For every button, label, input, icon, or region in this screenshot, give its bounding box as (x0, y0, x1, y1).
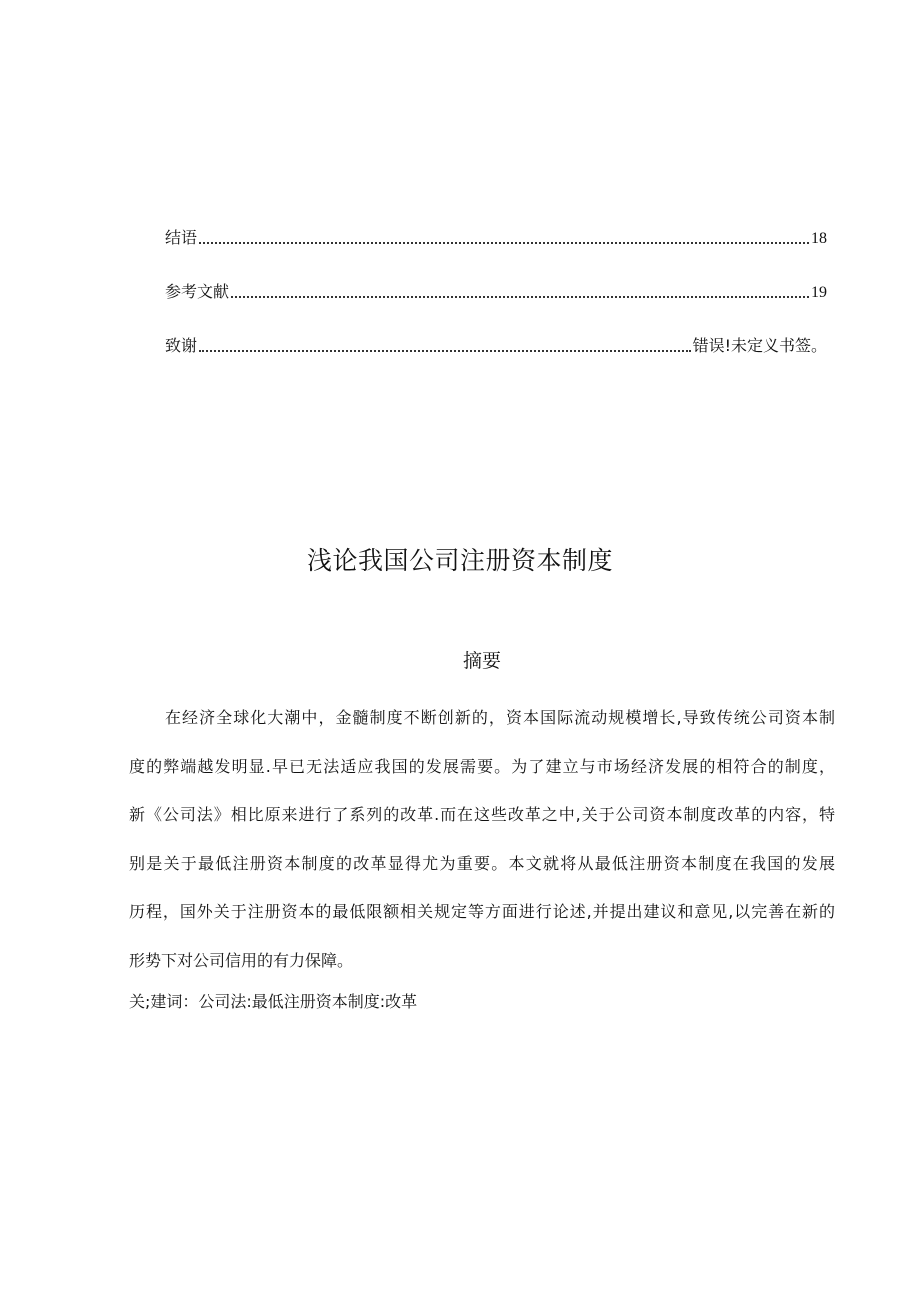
table-of-contents (165, 226, 827, 388)
toc-entry-label: 参考文献 (165, 282, 230, 301)
keywords: 关;建词：公司法:最低注册资本制度:改革 (129, 992, 418, 1011)
document-title: 浅论我国公司注册资本制度 (306, 546, 613, 575)
abstract-line: 在经济全球化大潮中，金髓制度不断创新的，资本国际流动规模增长,导致传统公司资本制 (165, 708, 835, 727)
toc-entry-conclusion[interactable] (165, 226, 827, 250)
toc-entry-acknowledgements[interactable] (165, 334, 827, 358)
toc-entry-page: 19 (811, 284, 827, 301)
abstract-line: 度的弊端越发明显.早已无法适应我国的发展需要。为了建立与市场经济发展的相符合的制度， (129, 756, 835, 776)
abstract-line: 别是关于最低注册资本制度的改革显得尤为重要。本文就将从最低注册资本制度在我国的发展 (129, 853, 835, 873)
toc-entry-references[interactable] (165, 280, 827, 304)
abstract-line: 形势下对公司信用的有力保障。 (129, 950, 354, 970)
abstract-line: 历程，国外关于注册资本的最低限额相关规定等方面进行论述,并提出建议和意见,以完善在新的 (129, 902, 835, 922)
abstract-line: 新《公司法》相比原来进行了系列的改革.而在这些改革之中,关于公司资本制度改革的内容，特 (129, 805, 835, 825)
toc-leader-dots (199, 350, 691, 352)
abstract-heading: 摘要 (462, 650, 501, 672)
toc-entry-page-error: 错误!未定义书签。 (692, 336, 827, 355)
toc-leader-dots (199, 242, 809, 244)
toc-entry-label: 致谢 (165, 336, 198, 355)
abstract-body (129, 694, 835, 986)
toc-entry-label: 结语 (165, 228, 198, 247)
toc-entry-page: 18 (811, 230, 827, 247)
toc-leader-dots (231, 296, 809, 298)
